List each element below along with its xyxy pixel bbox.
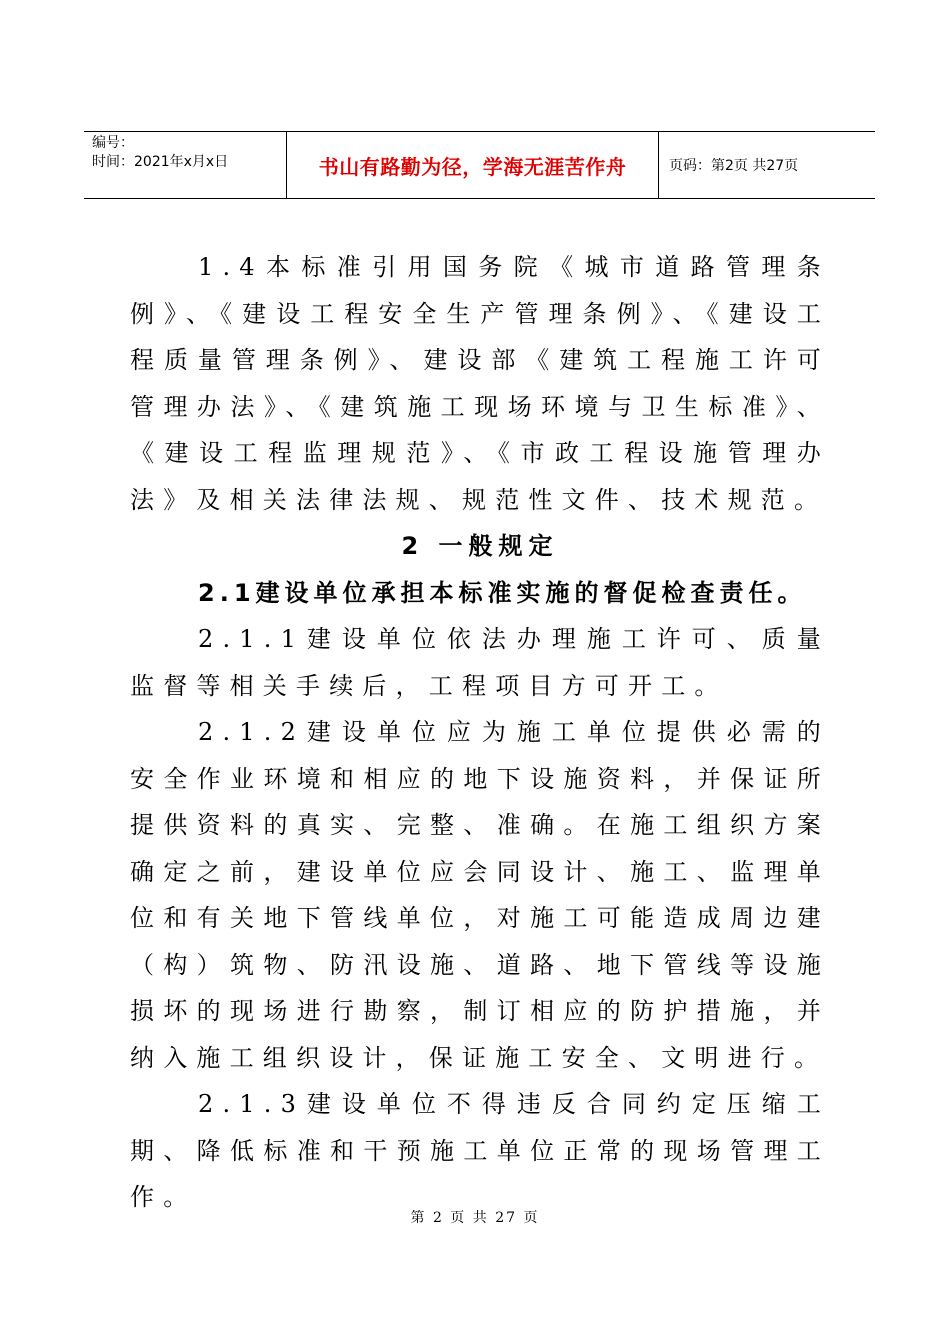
page-footer: 第 2 页 共 27 页: [410, 1210, 540, 1226]
document-time-label: 时间：2021年x月x日: [92, 154, 229, 170]
header-motto-cell: [287, 132, 659, 198]
header-meta-cell: [84, 132, 287, 198]
subsection-heading-2-1: 2.1建设单位承担本标准实施的督促检查责任。: [198, 578, 807, 607]
paragraph-2-1-3: 2.1.3建设单位不得违反合同约定压缩工期、降低标准和干预施工单位正常的现场管理工作。: [130, 1090, 830, 1211]
header-page-cell: [659, 132, 875, 198]
header-page-label: 页码：第2页 共27页: [669, 158, 799, 174]
paragraph-1-4: 1.4本标准引用国务院《城市道路管理条例》、《建设工程安全生产管理条例》、《建设工程质量管理条例》、建设部《建筑工程施工许可管理办法》、《建筑施工现场环境与卫生标准》、《建设工程监理规范》、《市政工程设施管理办法》及相关法律法规、规范性文件、技术规范。: [130, 253, 830, 514]
paragraph-2-1-1: 2.1.1建设单位依法办理施工许可、质量监督等相关手续后，工程项目方可开工。: [130, 625, 830, 700]
section-heading-2: 2 一般规定: [401, 532, 559, 560]
document-body: [130, 244, 830, 1221]
paragraph-2-1-2: 2.1.2建设单位应为施工单位提供必需的安全作业环境和相应的地下设施资料，并保证所提供资料的真实、完整、准确。在施工组织方案确定之前，建设单位应会同设计、施工、监理单位和有关地下管线单位，对施工可能造成周边建（构）筑物、防汛设施、道路、地下管线等设施损坏的现场进行勘察，制订相应的防护措施，并纳入施工组织设计，保证施工安全、文明进行。: [130, 718, 830, 1072]
header-table: [84, 131, 875, 199]
header-motto: 书山有路勤为径，学海无涯苦作舟: [318, 154, 627, 179]
document-number-label: 编号：: [92, 135, 134, 151]
